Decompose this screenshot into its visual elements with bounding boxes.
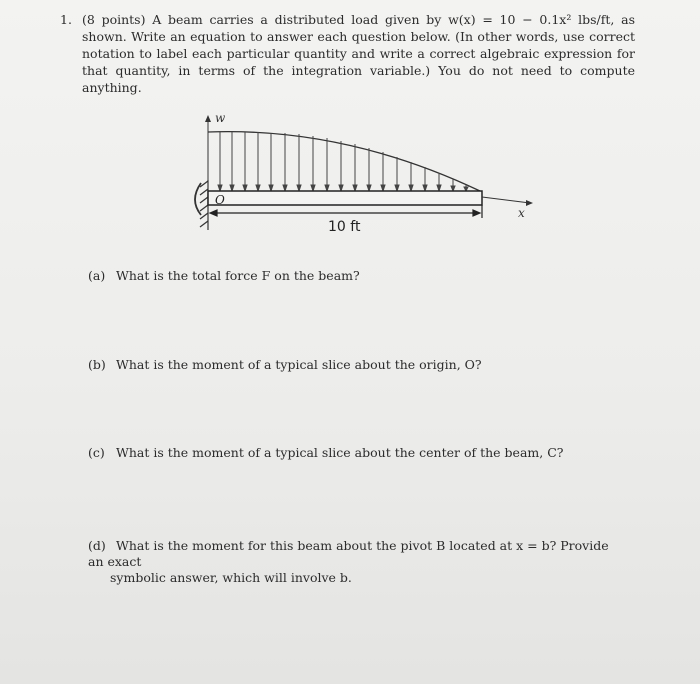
question-d <box>88 538 628 586</box>
question-label: (c) <box>88 445 105 460</box>
length-label: 10 ft <box>328 219 361 235</box>
x-axis-arrowhead <box>526 200 533 206</box>
question-c <box>88 445 563 461</box>
wall-support <box>200 180 208 230</box>
question-text: What is the moment for this beam about the pivot B located at x = b? Provide an exact <box>88 538 609 569</box>
question-text-continued: symbolic answer, which will involve b. <box>110 570 352 585</box>
question-label: (b) <box>88 357 106 372</box>
beam-figure <box>185 105 545 245</box>
problem-statement <box>60 11 635 96</box>
problem-text-rest: Write an equation to answer each question below. (In other words, use correct notation to label each particular quantity and write a correct algebraic expression for that quantity, in terms of the integration variable.) You do not need to compute anything. <box>82 29 635 95</box>
length-dimension <box>210 205 482 218</box>
question-text: What is the moment of a typical slice about the center of the beam, C? <box>115 445 564 460</box>
w-label: w <box>215 111 226 125</box>
load-arrows <box>218 132 468 191</box>
origin-label: O <box>215 193 225 207</box>
question-text: What is the total force F on the beam? <box>115 268 360 283</box>
problem-text-line1: (8 points) A beam carries a distributed load given by w(x) = 10 − 0.1x² lbs/ft, as shown. <box>82 12 635 44</box>
question-b <box>88 357 482 373</box>
x-label: x <box>518 206 525 220</box>
beam-diagram <box>185 105 545 245</box>
question-label: (d) <box>88 538 106 553</box>
x-axis <box>482 197 530 203</box>
question-text: What is the moment of a typical slice about the origin, O? <box>115 357 482 372</box>
problem-number: 1. <box>60 12 72 27</box>
beam <box>208 191 482 205</box>
question-a <box>88 268 360 284</box>
question-label: (a) <box>88 268 106 283</box>
w-axis-arrowhead <box>205 115 211 122</box>
